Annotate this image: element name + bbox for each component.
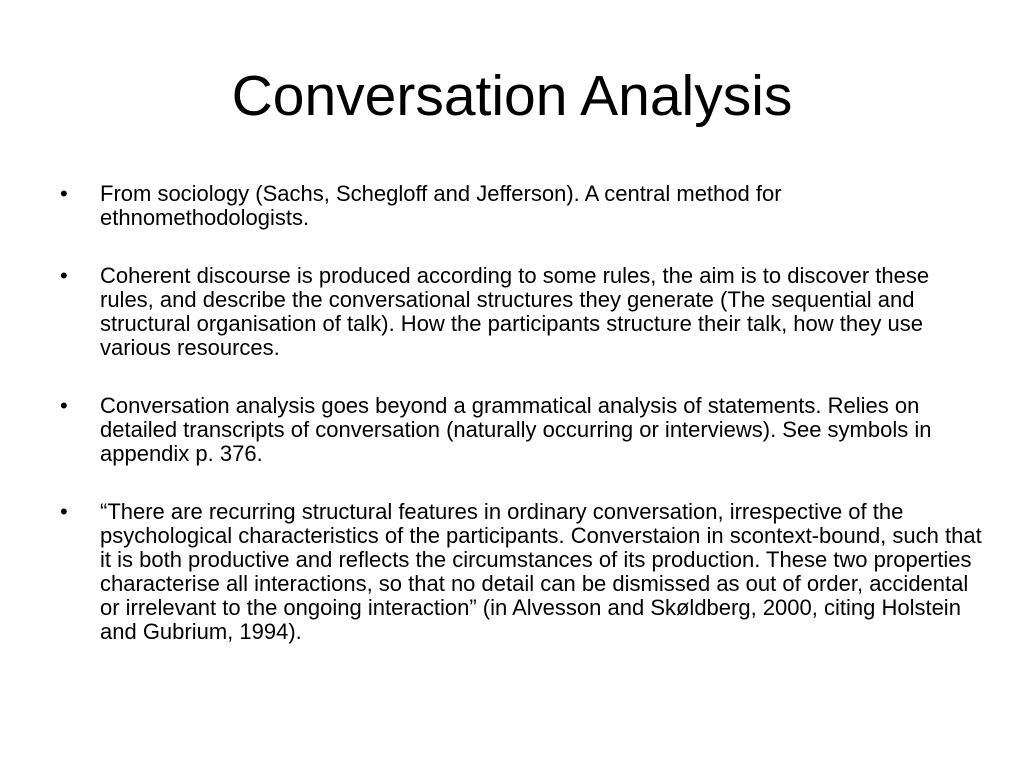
bullet-list xyxy=(56,182,986,678)
bullet-text: From sociology (Sachs, Schegloff and Jefferson). A central method for ethnomethodologists. xyxy=(100,181,782,230)
bullet-item-3 xyxy=(56,394,986,466)
bullet-point-icon: • xyxy=(60,393,68,418)
slide-title: Conversation Analysis xyxy=(231,64,793,128)
bullet-text: “There are recurring structural features in ordinary conversation, irrespective of the psychological characteristics of the participants. Converstaion in scontext-bound, such that it is both productive and reflects the circumstances of its production. These two properties characterise all interactions, so that no detail can be dismissed as out of order, accidental or irrelevant to the ongoing interaction” (in Alvesson and Skøldberg, 2000, citing Holstein and Gubrium, 1994). xyxy=(100,499,982,644)
bullet-point-icon: • xyxy=(60,499,68,524)
bullet-point-icon: • xyxy=(60,263,68,288)
bullet-text: Conversation analysis goes beyond a grammatical analysis of statements. Relies on detailed transcripts of conversation (naturally occurring or interviews). See symbols in appendix p. 376. xyxy=(100,393,932,466)
bullet-text: Coherent discourse is produced according to some rules, the aim is to discover these rules, and describe the conversational structures they generate (The sequential and structural organisation of talk). How the participants structure their talk, how they use various resources. xyxy=(100,263,930,360)
bullet-point-icon: • xyxy=(60,181,68,206)
bullet-item-2 xyxy=(56,264,986,360)
bullet-item-1 xyxy=(56,182,986,230)
bullet-item-4 xyxy=(56,500,986,644)
